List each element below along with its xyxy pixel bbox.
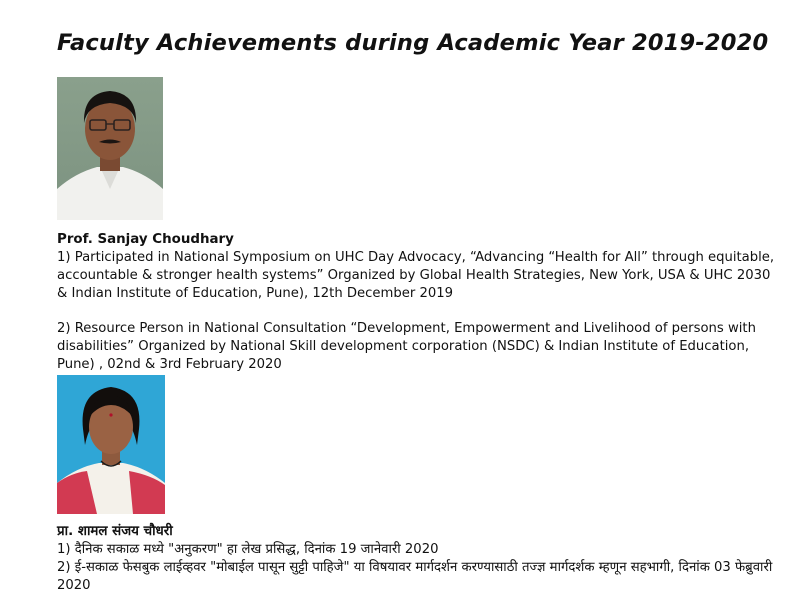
faculty-photo-sanjay xyxy=(57,77,163,220)
faculty-name: Prof. Sanjay Choudhary xyxy=(57,232,234,247)
portrait-image xyxy=(57,375,165,514)
faculty-entry-shamal xyxy=(57,523,782,595)
achievement-item: 2) Resource Person in National Consultation “Development, Empowerment and Livelihood of persons with disabilities” Organized by National Skill development corporation (NSDC) & Indian Institute of Education, Pune) , 02nd & 3rd February 2020 xyxy=(57,321,756,372)
faculty-photo-shamal xyxy=(57,375,165,514)
achievement-item: 1) दैनिक सकाळ मध्ये "अनुकरण" हा लेख प्रसिद्ध, दिनांक 19 जानेवारी 2020 xyxy=(57,542,439,557)
page-title: Faculty Achievements during Academic Year 2019-2020 xyxy=(57,30,769,56)
achievement-item: 1) Participated in National Symposium on UHC Day Advocacy, “Advancing “Health for All” through equitable, accountable & stronger health systems” Organized by Global Health Strategies, New York, USA & UHC 2030 & Indian Institute of Education, Pune), 12th December 2019 xyxy=(57,250,775,301)
spacer xyxy=(57,303,782,320)
portrait-image xyxy=(57,77,163,220)
achievement-item: 2) ई-सकाळ फेसबुक लाईव्हवर "मोबाईल पासून सुट्टी पाहिजे" या विषयावर मार्गदर्शन करण्यासाठी तज्ज्ञ मार्गदर्शक म्हणून सहभागी, दिनांक 03 फेब्रुवारी 2020 xyxy=(57,560,773,593)
faculty-name: प्रा. शामल संजय चौधरी xyxy=(57,524,173,539)
faculty-entry-sanjay xyxy=(57,231,782,374)
